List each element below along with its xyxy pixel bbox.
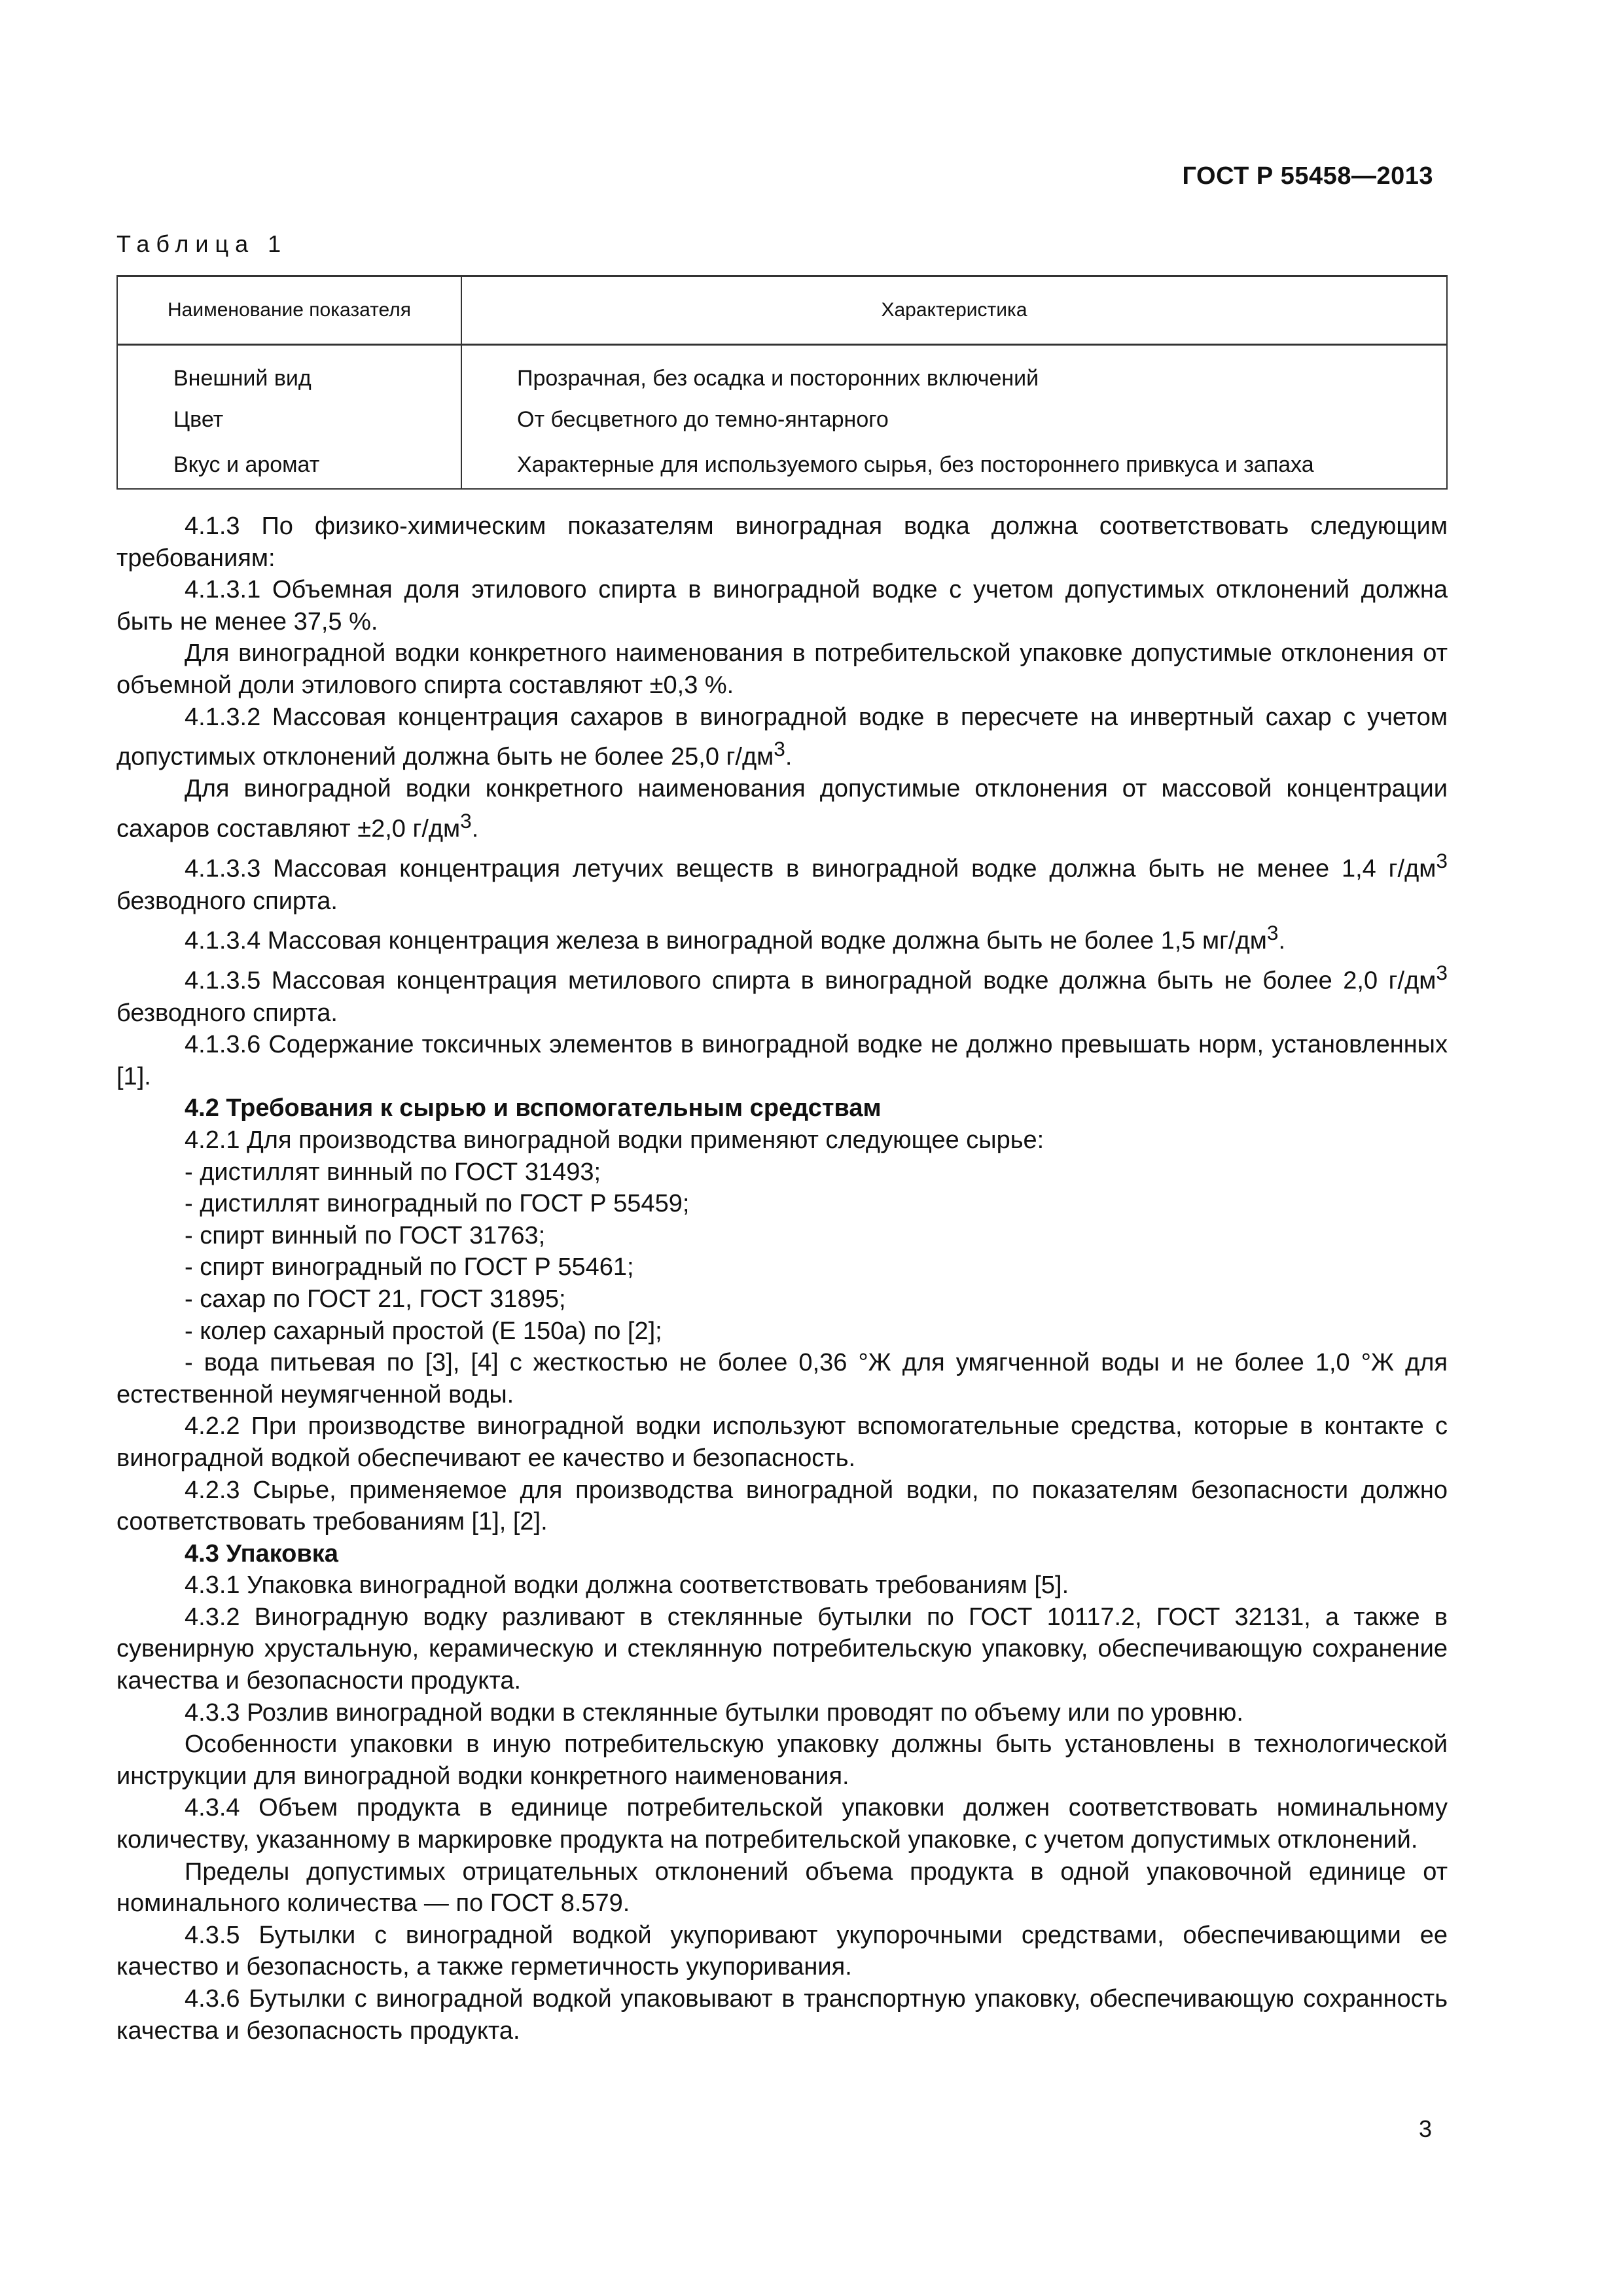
row-value: Прозрачная, без осадка и посторонних включений [461,345,1447,399]
row-name: Вкус и аромат [117,441,461,489]
paragraph-4-3-4: 4.3.4 Объем продукта в единице потребительской упаковки должен соответствовать номинальному количеству, указанному в маркировке продукта на потребительской упаковке, с учетом допустимых отклонений. [116,1794,1448,1854]
text: 4.1.3.5 Массовая концентрация метилового спирта в виноградной водке должна быть не более 2,0 г/дм [185,967,1436,995]
list-item: - дистиллят винный по ГОСТ 31493; [185,1158,601,1186]
list-item: - дистиллят виноградный по ГОСТ Р 55459; [185,1190,690,1218]
row-name: Внешний вид [117,345,461,399]
text: безводного спирта. [116,887,338,915]
list-item: - вода питьевая по [3], [4] с жесткостью не более 0,36 °Ж для умягченной воды и не более 1,0 °Ж для естественной неумягченной воды. [116,1349,1448,1408]
paragraph-4-2-2: 4.2.2 При производстве виноградной водки используют вспомогательные средства, которые в контакте с виноградной водкой обеспечивают ее качество и безопасность. [116,1412,1448,1472]
superscript: 3 [1436,849,1448,873]
text: 4.1.3.2 Массовая концентрация сахаров в виноградной водке в пересчете на инвертный сахар с учетом допустимых отклонений должна быть не более 25,0 г/дм [116,703,1448,771]
superscript: 3 [1436,961,1448,985]
paragraph-4-1-3-2-tolerance [116,773,1448,845]
paragraph-4-1-3: 4.1.3 По физико-химическим показателям виноградная водка должна соответствовать следующим требованиям: [116,512,1448,572]
list-item: - спирт винный по ГОСТ 31763; [185,1221,546,1249]
list-item: - колер сахарный простой (Е 150а) по [2]; [185,1317,662,1345]
table-row [117,398,1447,441]
paragraph-4-3-2: 4.3.2 Виноградную водку разливают в стеклянные бутылки по ГОСТ 10117.2, ГОСТ 32131, а также в сувенирную хрустальную, керамическую и стеклянную потребительскую упаковку, обеспечивающую сохранение качества и безопасности продукта. [116,1603,1448,1695]
period: . [1278,927,1286,955]
paragraph-4-3-3: 4.3.3 Розлив виноградной водки в стеклянные бутылки проводят по объему или по уровню. [185,1698,1243,1727]
superscript: 3 [1266,921,1279,945]
page-number: 3 [1418,2115,1432,2142]
paragraph-4-1-3-1: 4.1.3.1 Объемная доля этилового спирта в виноградной водке с учетом допустимых отклонений должна быть не менее 37,5 %. [116,576,1448,636]
table-header-row [117,276,1447,345]
paragraph-4-3-6: 4.3.6 Бутылки с виноградной водкой упаковывают в транспортную упаковку, обеспечивающую сохранность качества и безопасность продукта. [116,1985,1448,2045]
paragraph-4-1-3-5 [116,957,1448,1029]
superscript: 3 [460,809,472,833]
paragraph-4-3-3-details: Особенности упаковки в иную потребительскую упаковку должны быть установлены в технологической инструкции для виноградной водки конкретного наименования. [116,1731,1448,1790]
paragraph-4-1-3-1-tolerance: Для виноградной водки конкретного наименования в потребительской упаковке допустимые отклонения от объемной доли этилового спирта составляют ±0,3 %. [116,639,1448,699]
text: 4.1.3.4 Массовая концентрация железа в виноградной водке должна быть не более 1,5 мг/дм [185,927,1267,955]
column-header-name: Наименование показателя [117,276,461,345]
superscript: 3 [774,737,785,761]
paragraph-4-3-1: 4.3.1 Упаковка виноградной водки должна соответствовать требованиям [5]. [185,1571,1069,1600]
table-caption: Таблица 1 [116,230,288,257]
column-header-characteristic: Характеристика [461,276,1447,345]
paragraph-4-3-5: 4.3.5 Бутылки с виноградной водкой укупоривают укупорочными средствами, обеспечивающими ее качество и безопасность, а также герметичность укупоривания. [116,1921,1448,1981]
standard-number: ГОСТ Р 55458—2013 [1182,162,1433,190]
section-heading-4-2: 4.2 Требования к сырью и вспомогательным средствам [185,1094,882,1122]
table-row [117,441,1447,489]
paragraph-4-1-3-4 [116,917,1448,957]
text: Для виноградной водки конкретного наименования допустимые отклонения от массовой концентрации сахаров составляют ±2,0 г/дм [116,775,1448,843]
document-body [116,511,1448,2047]
table-row [117,345,1447,399]
row-name: Цвет [117,398,461,441]
properties-table [116,275,1448,490]
paragraph-4-2-3: 4.2.3 Сырье, применяемое для производства виноградной водки, по показателям безопасности должно соответствовать требованиям [1], [2]. [116,1476,1448,1536]
text: безводного спирта. [116,999,338,1027]
text: 4.1.3.3 Массовая концентрация летучих веществ в виноградной водке должна быть не менее 1,4 г/дм [185,855,1436,883]
paragraph-4-1-3-2 [116,702,1448,774]
row-value: Характерные для используемого сырья, без постороннего привкуса и запаха [461,441,1447,489]
paragraph-4-3-4-limits: Пределы допустимых отрицательных отклонений объема продукта в одной упаковочной единице от номинального количества — по ГОСТ 8.579. [116,1857,1448,1918]
paragraph-4-1-3-6: 4.1.3.6 Содержание токсичных элементов в виноградной водке не должно превышать норм, установленных [1]. [116,1031,1448,1090]
list-item: - сахар по ГОСТ 21, ГОСТ 31895; [185,1285,566,1313]
period: . [471,815,479,843]
paragraph-4-2-1: 4.2.1 Для производства виноградной водки применяют следующее сырье: [185,1126,1044,1154]
paragraph-4-1-3-3 [116,845,1448,917]
section-heading-4-3: 4.3 Упаковка [185,1539,338,1568]
list-item: - спирт виноградный по ГОСТ Р 55461; [185,1253,634,1282]
period: . [785,743,793,771]
row-value: От бесцветного до темно-янтарного [461,398,1447,441]
